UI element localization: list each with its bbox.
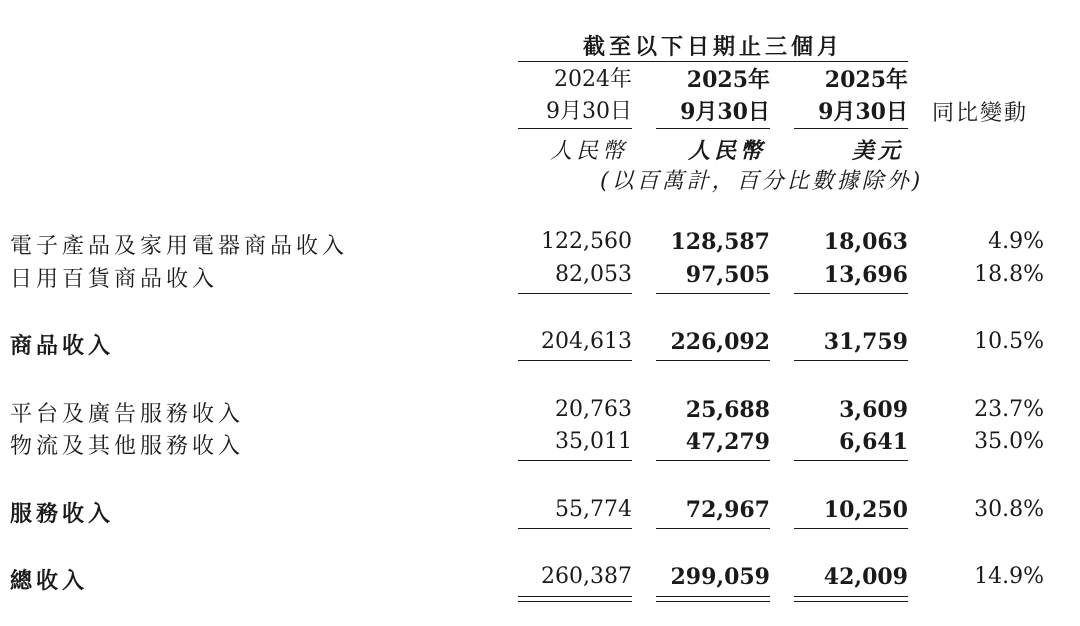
row-label: 服務收入 (10, 501, 115, 527)
unit-note: (以百萬計，百分比數據除外) (600, 169, 924, 194)
subtotal-rule (518, 528, 632, 529)
cell-2024: 82,053 (555, 262, 632, 287)
row-label: 平台及廣告服務收入 (10, 402, 245, 427)
cell-2025-usd: 13,696 (823, 262, 908, 288)
currency-label: 人民幣 (549, 139, 628, 164)
cell-2025-usd: 10,250 (823, 497, 908, 523)
column-date: 9月30日 (680, 99, 770, 125)
subtotal-rule (518, 293, 632, 294)
subtotal-rule (794, 360, 908, 361)
cell-2025-usd: 42,009 (823, 564, 908, 590)
cell-yoy: 4.9% (988, 229, 1044, 254)
total-rule (656, 596, 770, 597)
subtotal-rule (518, 360, 632, 361)
cell-yoy: 23.7% (974, 397, 1044, 422)
cell-yoy: 30.8% (974, 497, 1044, 522)
cell-2025-rmb: 47,279 (685, 429, 770, 455)
cell-yoy: 18.8% (974, 262, 1044, 287)
row-label: 日用百貨商品收入 (10, 267, 219, 292)
cell-2024: 122,560 (541, 229, 632, 254)
period-title: 截至以下日期止三個月 (582, 34, 843, 60)
cell-yoy: 35.0% (974, 429, 1044, 454)
cell-2025-rmb: 25,688 (685, 397, 770, 423)
cell-yoy: 14.9% (974, 564, 1044, 589)
total-rule (794, 601, 908, 602)
total-rule (794, 596, 908, 597)
total-rule (518, 601, 632, 602)
row-label: 商品收入 (10, 333, 115, 359)
cell-2024: 260,387 (541, 564, 632, 589)
row-label: 物流及其他服務收入 (10, 434, 245, 459)
period-rule (518, 61, 908, 62)
row-label: 電子產品及家用電器商品收入 (10, 234, 349, 259)
total-rule (656, 601, 770, 602)
cell-2025-usd: 6,641 (839, 429, 908, 455)
total-rule (518, 596, 632, 597)
currency-label: 人民幣 (687, 138, 766, 164)
cell-2024: 55,774 (555, 497, 632, 522)
cell-2025-usd: 3,609 (839, 397, 908, 423)
cell-2025-rmb: 128,587 (670, 229, 770, 255)
row-label: 總收入 (10, 568, 89, 594)
cell-2025-usd: 18,063 (823, 229, 908, 255)
cell-2025-rmb: 226,092 (670, 329, 770, 355)
column-rule (518, 128, 632, 129)
cell-yoy: 10.5% (974, 329, 1044, 354)
column-year: 2024年 (554, 67, 632, 92)
column-header-2024 (518, 64, 632, 128)
subtotal-rule (656, 360, 770, 361)
subtotal-rule (656, 528, 770, 529)
cell-2025-rmb: 299,059 (670, 564, 770, 590)
cell-2024: 20,763 (555, 397, 632, 422)
yoy-header: 同比變動 (932, 101, 1029, 126)
subtotal-rule (656, 293, 770, 294)
column-year: 2025年 (686, 67, 770, 93)
cell-2024: 35,011 (555, 429, 632, 454)
column-header-2025-usd (794, 64, 908, 128)
subtotal-rule (656, 460, 770, 461)
cell-2025-rmb: 72,967 (685, 497, 770, 523)
cell-2024: 204,613 (541, 329, 632, 354)
column-year: 2025年 (824, 67, 908, 93)
subtotal-rule (794, 460, 908, 461)
column-date: 9月30日 (546, 99, 632, 124)
subtotal-rule (518, 460, 632, 461)
column-rule (656, 128, 770, 129)
subtotal-rule (794, 293, 908, 294)
cell-2025-usd: 31,759 (823, 329, 908, 355)
column-header-2025-rmb (656, 64, 770, 128)
cell-2025-rmb: 97,505 (685, 262, 770, 288)
column-date: 9月30日 (818, 99, 908, 125)
column-rule (794, 128, 908, 129)
currency-label: 美元 (851, 138, 904, 164)
subtotal-rule (794, 528, 908, 529)
